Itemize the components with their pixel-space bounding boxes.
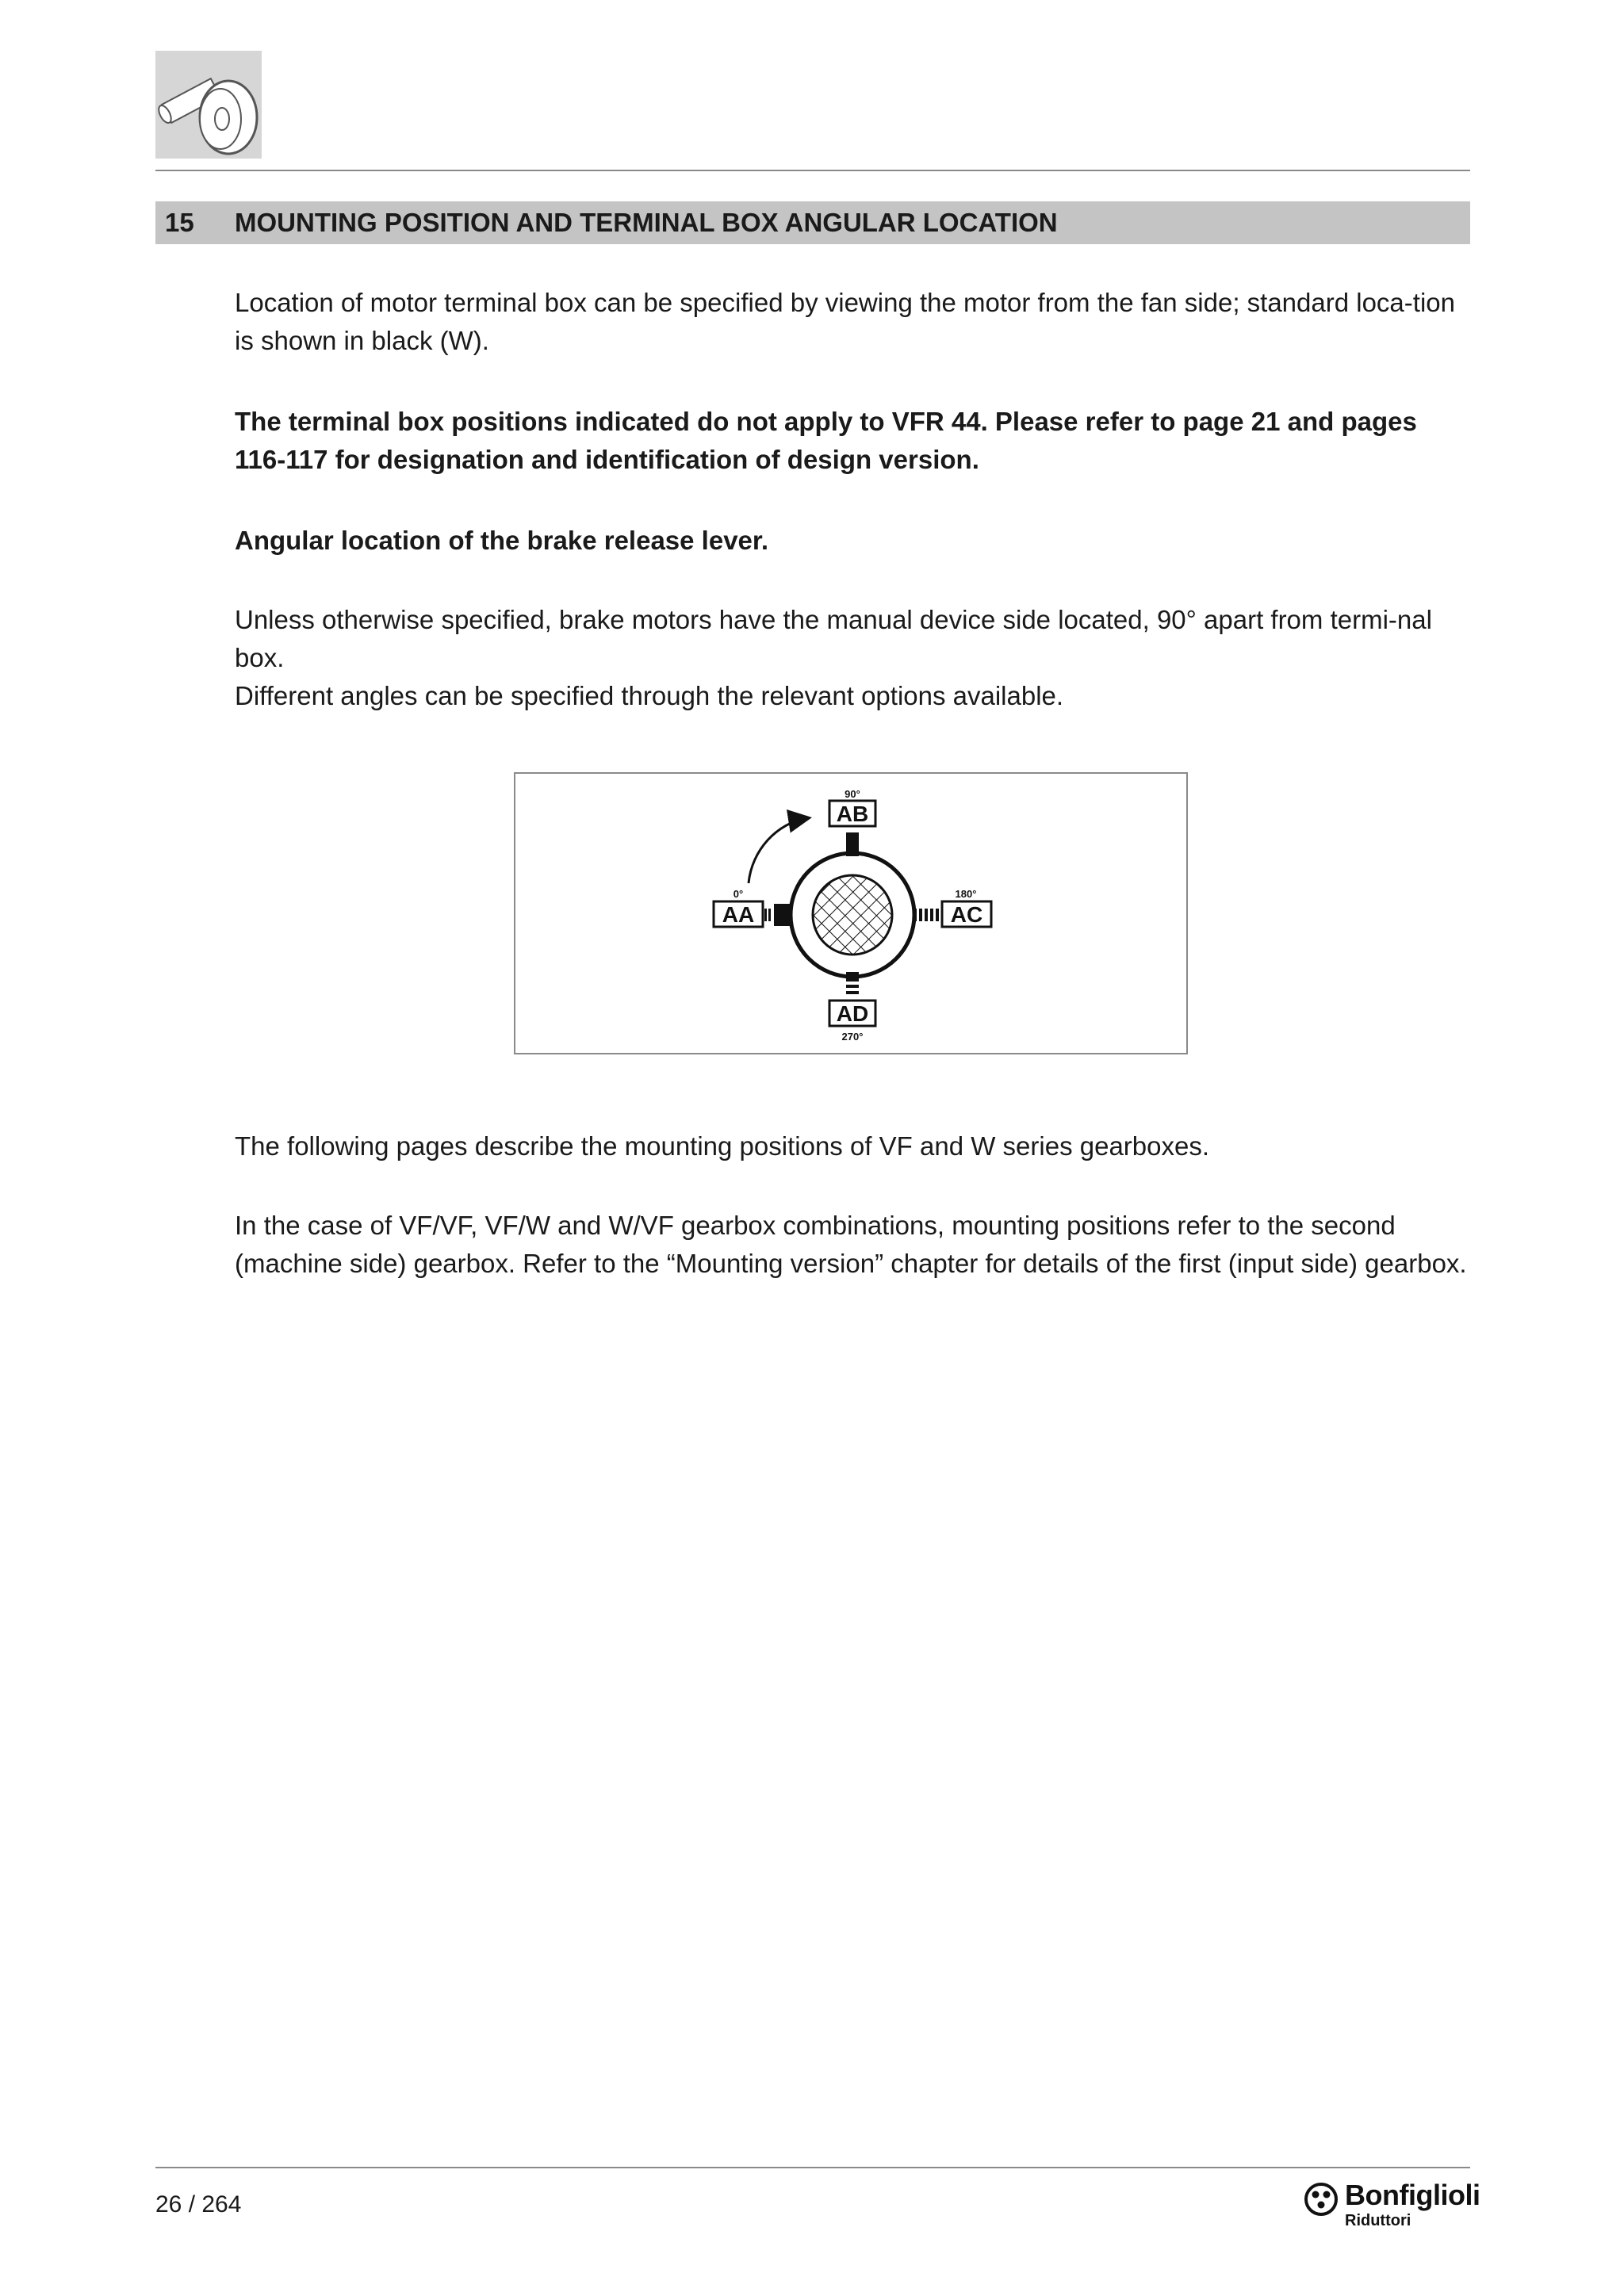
- brand-name: Bonfiglioli: [1345, 2179, 1480, 2211]
- paragraph-series: [235, 1127, 1472, 1165]
- position-label-aa: AA: [722, 902, 755, 927]
- angle-label-180: 180°: [955, 888, 977, 900]
- paragraph-text: The following pages describe the mounting positions of VF and W series gearboxes.: [235, 1131, 1210, 1161]
- footer-divider: [155, 2167, 1470, 2168]
- paragraph-combinations: [235, 1207, 1472, 1283]
- header-divider: [155, 170, 1470, 171]
- bonfiglioli-logo-icon: [1304, 2182, 1339, 2217]
- position-label-ab: AB: [836, 802, 869, 826]
- paragraph-brake-heading: [235, 522, 1472, 560]
- paragraph-terminal-box: [235, 284, 1472, 360]
- position-label-ac: AC: [950, 902, 983, 927]
- paragraph-text: Angular location of the brake release lever.: [235, 526, 769, 555]
- section-title: MOUNTING POSITION AND TERMINAL BOX ANGULAR LOCATION: [235, 208, 1058, 237]
- paragraph-text: Location of motor terminal box can be specified by viewing the motor from the fan side; standard loca-tion is shown in black (W).: [235, 288, 1455, 355]
- section-heading: [155, 201, 1470, 244]
- paragraph-text: Unless otherwise specified, brake motors have the manual device side located, 90° apart from termi-nal box.: [235, 605, 1432, 672]
- angle-label-0: 0°: [733, 888, 744, 900]
- paragraph-brake-lever: [235, 601, 1472, 715]
- bonfiglioli-logo: [1300, 2179, 1480, 2234]
- brand-subtitle: Riduttori: [1345, 2212, 1411, 2229]
- angle-label-270: 270°: [841, 1031, 864, 1043]
- paragraph-text: Different angles can be specified through the relevant options available.: [235, 681, 1064, 710]
- page-number: 26 / 264: [155, 2191, 242, 2218]
- paragraph-text: The terminal box positions indicated do not apply to VFR 44. Please refer to page 21 and pages 116-117 for designation and identification of design version.: [235, 407, 1417, 474]
- section-number: 15: [165, 208, 194, 237]
- position-label-ad: AD: [836, 1001, 869, 1026]
- angle-label-90: 90°: [845, 788, 860, 800]
- terminal-box-diagram: [514, 772, 1188, 1054]
- gearbox-icon: [155, 51, 262, 159]
- paragraph-text: In the case of VF/VF, VF/W and W/VF gearbox combinations, mounting positions refer to the second (machine side) gearbox. Refer to the “Mounting version” chapter for details of the first (input side) gearbox.: [235, 1211, 1467, 1278]
- paragraph-vfr-note: [235, 403, 1472, 479]
